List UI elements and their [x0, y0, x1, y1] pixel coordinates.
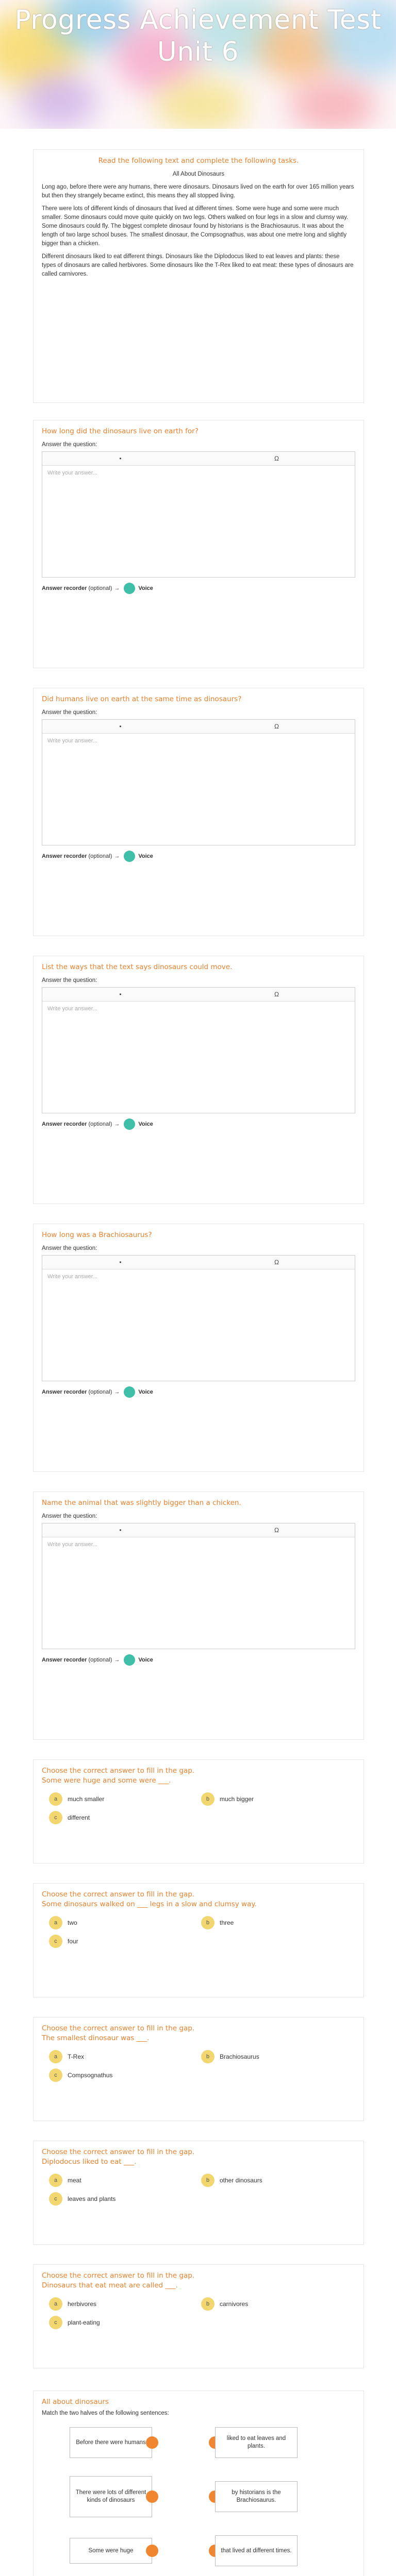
bullet-list-button[interactable]: • [119, 1259, 122, 1266]
option-text: four [68, 1938, 78, 1945]
article-title: All About Dinosaurs [172, 171, 225, 177]
answer-option[interactable] [42, 2066, 194, 2084]
page-title: Progress Achievement Test Unit 6 [14, 5, 382, 67]
answer-input[interactable]: Write your answer... [47, 1274, 97, 1280]
option-letter: c [49, 1811, 62, 1824]
answer-option[interactable] [42, 1932, 194, 1951]
matching-instruction: Match the two halves of the following sentences: [42, 2410, 169, 2416]
bullet-list-button[interactable]: • [119, 991, 122, 998]
answer-option[interactable] [194, 1790, 346, 1808]
special-character-button[interactable]: Ω [274, 455, 279, 462]
match-left-item[interactable]: Some were huge [70, 2538, 152, 2564]
option-letter: c [49, 2192, 62, 2206]
answer-label: Answer the question: [42, 1245, 97, 1251]
answer-editor[interactable] [42, 987, 355, 1113]
special-character-button[interactable]: Ω [274, 1259, 279, 1266]
mc-question-card [33, 2017, 364, 2121]
question-prompt: Did humans live on earth at the same time as dinosaurs? [42, 695, 242, 703]
answer-input[interactable]: Write your answer... [47, 1006, 97, 1012]
recorder-label: Answer recorder [42, 1657, 87, 1663]
option-text: plant-eating [68, 2319, 100, 2326]
recorder-label: Answer recorder [42, 853, 87, 859]
option-text: much bigger [220, 1795, 254, 1803]
answer-input[interactable]: Write your answer... [47, 1541, 97, 1548]
recorder-optional: (optional) [88, 1389, 112, 1395]
voice-label: Voice [138, 853, 153, 859]
option-letter: b [201, 1792, 214, 1806]
option-text: herbivores [68, 2300, 97, 2308]
answer-option[interactable] [42, 1913, 194, 1932]
option-text: leaves and plants [68, 2195, 116, 2202]
answer-recorder: Answer recorder (optional) → Voice [42, 1118, 355, 1130]
open-question-card [33, 688, 364, 936]
answer-option[interactable] [194, 1913, 346, 1932]
special-character-button[interactable]: Ω [274, 991, 279, 998]
record-button[interactable] [124, 851, 135, 862]
match-left-item[interactable]: Before there were humans [70, 2427, 152, 2458]
editor-toolbar [42, 1256, 355, 1269]
answer-option[interactable] [42, 2295, 194, 2313]
question-prompt: Choose the correct answer to fill in the gap. [42, 1767, 195, 1775]
bullet-list-button[interactable]: • [119, 455, 122, 462]
voice-label: Voice [138, 1657, 153, 1663]
answer-option[interactable] [42, 1808, 194, 1827]
mc-question-card [33, 2264, 364, 2368]
special-character-button[interactable]: Ω [274, 1527, 279, 1534]
question-sentence: Some dinosaurs walked on ___ legs in a slow and clumsy way. [42, 1900, 257, 1908]
article-paragraph: Different dinosaurs liked to eat different things. Dinosaurs like the Diplodocus liked to eat leaves and plants: these types of dinosaurs are called herbivores. Some dinosaurs like the T-Rex liked to eat meat: these types of dinosaurs are called carnivores. [42, 253, 354, 277]
answer-recorder: Answer recorder (optional) → Voice [42, 1386, 355, 1398]
open-question-card [33, 956, 364, 1204]
answer-editor[interactable] [42, 719, 355, 845]
answer-recorder: Answer recorder (optional) → Voice [42, 583, 355, 594]
recorder-optional: (optional) [88, 853, 112, 859]
question-prompt: How long did the dinosaurs live on earth for? [42, 427, 199, 435]
question-prompt: Choose the correct answer to fill in the gap. [42, 2272, 195, 2280]
option-text: Brachiosaurus [220, 2053, 259, 2060]
match-left-connector[interactable] [146, 2545, 158, 2557]
answer-recorder: Answer recorder (optional) → Voice [42, 1654, 355, 1666]
option-letter: a [49, 2297, 62, 2311]
editor-toolbar [42, 1523, 355, 1537]
header-banner [0, 0, 396, 129]
recorder-optional: (optional) [88, 585, 112, 591]
option-letter: b [201, 1916, 214, 1929]
question-prompt: Name the animal that was slightly bigger than a chicken. [42, 1499, 241, 1507]
option-text: meat [68, 2177, 81, 2184]
editor-toolbar [42, 452, 355, 466]
option-letter: c [49, 2069, 62, 2082]
editor-toolbar [42, 720, 355, 734]
recorder-label: Answer recorder [42, 585, 87, 591]
answer-option[interactable] [42, 2313, 194, 2332]
match-left-item[interactable]: There were lots of different kinds of dinosaurs [70, 2476, 152, 2517]
mc-question-card [33, 2141, 364, 2245]
option-letter: c [49, 1935, 62, 1948]
answer-option[interactable] [42, 2171, 194, 2190]
mc-question-card [33, 1759, 364, 1863]
option-text: T-Rex [68, 2053, 85, 2060]
answer-editor[interactable] [42, 1255, 355, 1381]
answer-option[interactable] [194, 2295, 346, 2313]
option-text: carnivores [220, 2300, 249, 2308]
open-question-card [33, 1224, 364, 1472]
option-letter: a [49, 2050, 62, 2063]
answer-option[interactable] [42, 2190, 194, 2208]
open-question-card [33, 420, 364, 668]
question-sentence: Dinosaurs that eat meat are called ___. [42, 2281, 178, 2290]
recorder-label: Answer recorder [42, 1389, 87, 1395]
matching-title: All about dinosaurs [42, 2398, 109, 2406]
option-text: much smaller [68, 1795, 105, 1803]
record-button[interactable] [124, 1386, 135, 1398]
article-paragraph: Long ago, before there were any humans, there were dinosaurs. Dinosaurs lived on the earth for over 165 million years but then they strangely became extinct, this means they all stopped living. [42, 184, 354, 199]
voice-label: Voice [138, 1121, 153, 1127]
answer-input[interactable]: Write your answer... [47, 470, 97, 476]
answer-label: Answer the question: [42, 709, 97, 716]
answer-label: Answer the question: [42, 1513, 97, 1519]
open-question-card [33, 1492, 364, 1740]
answer-option[interactable] [194, 2171, 346, 2190]
bullet-list-button[interactable]: • [119, 723, 122, 730]
answer-option[interactable] [194, 2047, 346, 2066]
recorder-optional: (optional) [88, 1121, 112, 1127]
mc-question-card [33, 1883, 364, 1997]
option-text: other dinosaurs [220, 2177, 262, 2184]
recorder-optional: (optional) [88, 1657, 112, 1663]
match-right-item[interactable]: that lived at different times. [215, 2535, 298, 2566]
question-prompt: Choose the correct answer to fill in the gap. [42, 1890, 195, 1899]
option-letter: b [201, 2174, 214, 2187]
option-letter: a [49, 2174, 62, 2187]
answer-input[interactable]: Write your answer... [47, 738, 97, 744]
match-left-connector[interactable] [146, 2490, 158, 2503]
reading-instruction: Read the following text and complete the following tasks. [98, 157, 299, 165]
record-button[interactable] [124, 1654, 135, 1666]
option-text: different [68, 1814, 90, 1821]
recorder-label: Answer recorder [42, 1121, 87, 1127]
answer-editor[interactable] [42, 451, 355, 578]
question-prompt: List the ways that the text says dinosaurs could move. [42, 963, 233, 971]
option-letter: c [49, 2316, 62, 2329]
question-sentence: Some were huge and some were ___. [42, 1776, 171, 1785]
matching-card [33, 2391, 364, 2576]
option-text: Compsognathus [68, 2072, 113, 2079]
voice-label: Voice [138, 585, 153, 591]
reading-card [33, 149, 364, 403]
option-letter: a [49, 1916, 62, 1929]
record-button[interactable] [124, 1118, 135, 1130]
answer-label: Answer the question: [42, 442, 97, 448]
question-prompt: How long was a Brachiosaurus? [42, 1231, 152, 1239]
special-character-button[interactable]: Ω [274, 723, 279, 730]
record-button[interactable] [124, 583, 135, 594]
option-letter: b [201, 2297, 214, 2311]
voice-label: Voice [138, 1389, 153, 1395]
answer-editor[interactable] [42, 1523, 355, 1649]
answer-option[interactable] [42, 1790, 194, 1808]
option-text: two [68, 1919, 77, 1926]
match-left-connector[interactable] [146, 2436, 158, 2449]
option-letter: a [49, 1792, 62, 1806]
question-sentence: Diplodocus liked to eat ___. [42, 2158, 137, 2166]
editor-toolbar [42, 988, 355, 1002]
article-paragraph: There were lots of different kinds of dinosaurs that lived at different times. Some were huge and some were much smaller. Some dinosaurs could move quite quickly on two legs. Others walked on four legs in a slow and clumsy way. Some dinosaurs could fly. The biggest complete dinosaur found by historians is the Brachiosaurus. It was about the length of two large school buses. The smallest dinosaur, the Compsognathus, was about one metre long and slightly bigger than a chicken. [42, 206, 349, 247]
answer-recorder: Answer recorder (optional) → Voice [42, 851, 355, 862]
match-right-item[interactable]: liked to eat leaves and plants. [215, 2427, 298, 2458]
option-text: three [220, 1919, 234, 1926]
match-right-item[interactable]: by historians is the Brachiosaurus. [215, 2481, 298, 2512]
question-sentence: The smallest dinosaur was ___. [42, 2034, 150, 2042]
bullet-list-button[interactable]: • [119, 1527, 122, 1534]
question-prompt: Choose the correct answer to fill in the gap. [42, 2148, 195, 2156]
question-prompt: Choose the correct answer to fill in the gap. [42, 2024, 195, 2032]
option-letter: b [201, 2050, 214, 2063]
answer-option[interactable] [42, 2047, 194, 2066]
answer-label: Answer the question: [42, 977, 97, 984]
